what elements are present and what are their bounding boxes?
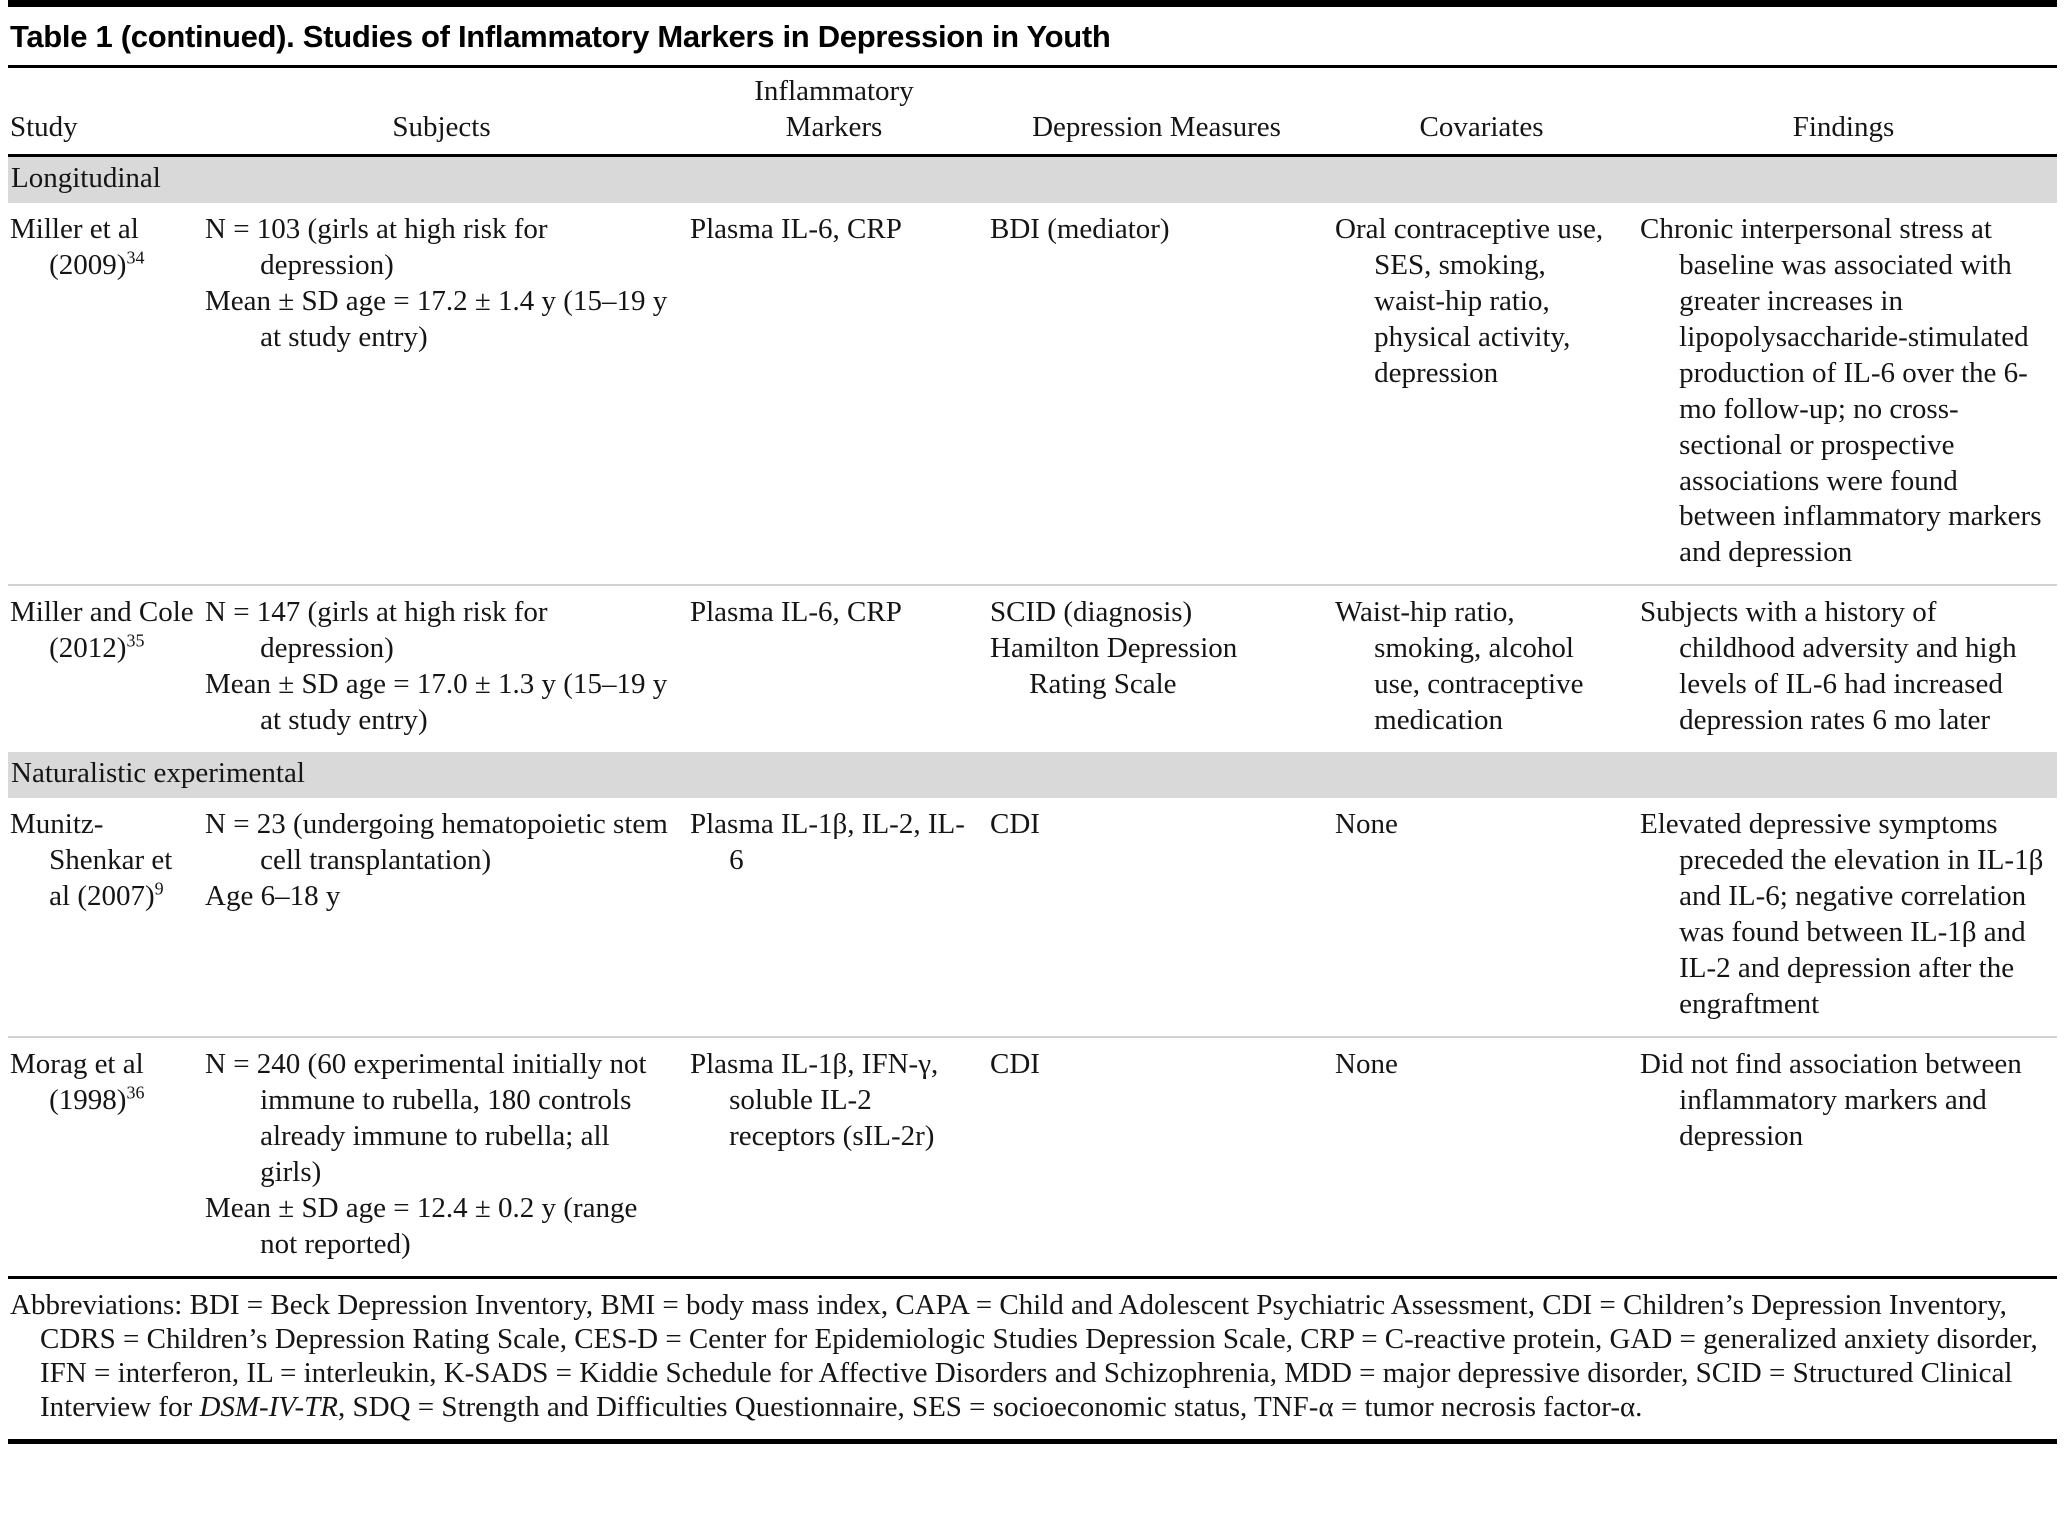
study-citation bbox=[10, 595, 197, 667]
depression-line: BDI (mediator) bbox=[990, 212, 1170, 245]
cell-study bbox=[8, 585, 203, 752]
markers-line: Plasma IL-1β, IFN-γ, soluble IL-2 receptors (sIL-2r) bbox=[690, 1047, 939, 1152]
cell-covariates bbox=[1333, 203, 1638, 586]
depression-line: Hamilton Depression Rating Scale bbox=[990, 632, 1238, 701]
reference-superscript: 36 bbox=[126, 1082, 145, 1103]
section-row-longitudinal bbox=[8, 155, 2057, 202]
reference-superscript: 35 bbox=[126, 630, 145, 651]
study-name: Munitz-Shenkar et al (2007) bbox=[10, 808, 173, 913]
cell-markers bbox=[688, 203, 988, 586]
subjects-line: N = 240 (60 experimental initially not immune to rubella, 180 controls already immune to rubella; all girls) bbox=[205, 1047, 647, 1188]
row-miller-cole-2012 bbox=[8, 585, 2057, 752]
cell-subjects bbox=[203, 203, 688, 586]
cell-depression-measures bbox=[988, 1037, 1333, 1276]
depression-line: CDI bbox=[990, 808, 1040, 841]
abbreviations-text-pre: Abbreviations: BDI = Beck Depression Inventory, BMI = body mass index, CAPA = Child and Adolescent Psychiatric Assessment, CDI = Children’s Depression Inventory, CDRS = Children’s Depression Rating Scale, CES-D = Center for Epidemiologic Studies Depression Scale, CRP = C-reactive protein, GAD = generalized anxiety disorder, IFN = interferon, IL = interleukin, K-SADS = Kiddie Schedule for Affective Disorders and Schizophrenia, MDD = major depressive disorder, SCID = Structured Clinical Interview for bbox=[10, 1288, 2038, 1424]
table-title: Table 1 (continued). Studies of Inflammatory Markers in Depression in Youth bbox=[8, 0, 2057, 68]
section-label: Longitudinal bbox=[8, 155, 2057, 202]
covariates-text: Waist-hip ratio, smoking, alcohol use, contraceptive medication bbox=[1335, 596, 1584, 737]
subjects-line: N = 103 (girls at high risk for depression) bbox=[205, 212, 548, 281]
cell-depression-measures bbox=[988, 585, 1333, 752]
cell-findings bbox=[1638, 798, 2057, 1037]
findings-text: Subjects with a history of childhood adversity and high levels of IL-6 had increased depression rates 6 mo later bbox=[1640, 596, 2017, 737]
depression-line: SCID (diagnosis) bbox=[990, 596, 1193, 629]
col-header-markers bbox=[688, 68, 988, 155]
subjects-line: Age 6–18 y bbox=[205, 880, 341, 913]
cell-study bbox=[8, 203, 203, 586]
col-header-covariates: Covariates bbox=[1333, 68, 1638, 155]
findings-text: Elevated depressive symptoms preceded the elevation in IL-1β and IL-6; negative correlation was found between IL-1β and IL-2 and depression after the engraftment bbox=[1640, 808, 2044, 1020]
abbreviations-text-post: , SDQ = Strength and Difficulties Questionnaire, SES = socioeconomic status, TNF-α = tumor necrosis factor-α. bbox=[337, 1391, 1643, 1424]
covariates-text: None bbox=[1335, 1047, 1398, 1080]
markers-line: Plasma IL-6, CRP bbox=[690, 596, 902, 629]
subjects-line: N = 23 (undergoing hematopoietic stem cell transplantation) bbox=[205, 808, 668, 877]
col-header-study: Study bbox=[8, 68, 203, 155]
depression-line: CDI bbox=[990, 1047, 1040, 1080]
cell-study bbox=[8, 798, 203, 1037]
study-name: Morag et al (1998) bbox=[10, 1047, 144, 1116]
col-header-markers-line2: Markers bbox=[785, 110, 883, 143]
study-citation bbox=[10, 1047, 197, 1119]
cell-subjects bbox=[203, 1037, 688, 1276]
row-morag-1998 bbox=[8, 1037, 2057, 1276]
findings-text: Did not find association between inflammatory markers and depression bbox=[1640, 1047, 2022, 1152]
cell-markers bbox=[688, 798, 988, 1037]
row-miller-2009 bbox=[8, 203, 2057, 586]
findings-text: Chronic interpersonal stress at baseline was associated with greater increases in lipopolysaccharide-stimulated production of IL-6 over the 6-mo follow-up; no cross-sectional or prospective associations were found between inflammatory markers and depression bbox=[1640, 212, 2042, 569]
reference-superscript: 34 bbox=[126, 247, 145, 268]
reference-superscript: 9 bbox=[154, 878, 164, 899]
subjects-line: Mean ± SD age = 17.0 ± 1.3 y (15–19 y at study entry) bbox=[205, 668, 668, 737]
section-row-naturalistic bbox=[8, 752, 2057, 798]
markers-line: Plasma IL-6, CRP bbox=[690, 212, 902, 245]
cell-markers bbox=[688, 1037, 988, 1276]
cell-covariates bbox=[1333, 1037, 1638, 1276]
col-header-subjects: Subjects bbox=[203, 68, 688, 155]
study-name: Miller et al (2009) bbox=[10, 212, 139, 281]
subjects-line: Mean ± SD age = 12.4 ± 0.2 y (range not reported) bbox=[205, 1191, 638, 1260]
markers-line: Plasma IL-1β, IL-2, IL-6 bbox=[690, 808, 965, 877]
study-citation bbox=[10, 807, 197, 915]
study-citation bbox=[10, 212, 197, 284]
cell-covariates bbox=[1333, 585, 1638, 752]
covariates-text: None bbox=[1335, 808, 1398, 841]
cell-depression-measures bbox=[988, 798, 1333, 1037]
cell-markers bbox=[688, 585, 988, 752]
cell-findings bbox=[1638, 585, 2057, 752]
subjects-line: N = 147 (girls at high risk for depression) bbox=[205, 596, 548, 665]
cell-findings bbox=[1638, 1037, 2057, 1276]
study-name: Miller and Cole (2012) bbox=[10, 596, 194, 665]
covariates-text: Oral contraceptive use, SES, smoking, waist-hip ratio, physical activity, depression bbox=[1335, 212, 1604, 389]
col-header-markers-line1: Inflammatory bbox=[754, 75, 914, 107]
section-label: Naturalistic experimental bbox=[8, 752, 2057, 798]
cell-findings bbox=[1638, 203, 2057, 586]
abbreviations-note bbox=[8, 1276, 2057, 1445]
cell-subjects bbox=[203, 798, 688, 1037]
header-row bbox=[8, 68, 2057, 155]
subjects-line: Mean ± SD age = 17.2 ± 1.4 y (15–19 y at study entry) bbox=[205, 284, 668, 353]
abbreviations-italic-term: DSM-IV-TR bbox=[199, 1391, 338, 1424]
cell-subjects bbox=[203, 585, 688, 752]
col-header-depression: Depression Measures bbox=[988, 68, 1333, 155]
cell-depression-measures bbox=[988, 203, 1333, 586]
col-header-findings: Findings bbox=[1638, 68, 2057, 155]
cell-covariates bbox=[1333, 798, 1638, 1037]
cell-study bbox=[8, 1037, 203, 1276]
studies-table bbox=[8, 68, 2057, 1276]
row-munitz-shenkar-2007 bbox=[8, 798, 2057, 1037]
